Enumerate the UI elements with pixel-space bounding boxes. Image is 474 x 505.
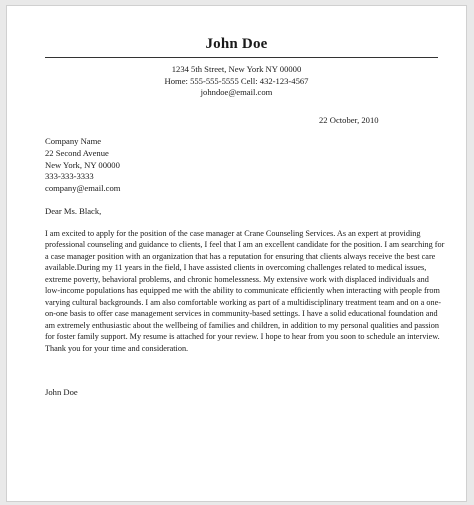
- sender-address: 1234 5th Street, New York NY 00000: [171, 64, 302, 74]
- recipient-block: [45, 136, 120, 195]
- recipient-city: New York, NY 00000: [45, 159, 120, 170]
- letter-date: 22 October, 2010: [319, 115, 379, 125]
- header-divider: [45, 57, 438, 58]
- letter-page: [6, 5, 467, 502]
- sender-email: johndoe@email.com: [200, 87, 273, 97]
- recipient-phone: 333-333-3333: [45, 171, 94, 182]
- sender-phones: Home: 555-555-5555 Cell: 432-123-4567: [164, 75, 309, 86]
- letter-body: I am excited to apply for the position of the case manager at Crane Counseling Services. As an expert at providing professional counseling and guidance to clients, I feel that I am an excellent candidate for the position. I am searching for a case manager position with an organization that has a reputation for ensuring that clients always receive the best care available.During my 11 years in the field, I have assisted clients in overcoming challenges related to medical issues, extreme poverty, behavioral problems, and chronic homelessness. My extensive work with displaced individuals and low-income populations has equipped me with the ability to communicate efficiently when interacting with people from varying cultural backgrounds. I am also comfortable working as part of a multidisciplinary treatment team and on a one-on-one basis to offer case management services in community-based settings. I have a solid educational foundation and am extremely enthusiastic about the wellbeing of families and children, in addition to my personal qualities and passion for foster family support. My resume is attached for your review. I hope to hear from you soon to schedule an interview. Thank you for your time and consideration.: [45, 229, 445, 353]
- recipient-street: 22 Second Avenue: [45, 147, 109, 158]
- sender-contact: [7, 64, 466, 99]
- signature-name: John Doe: [45, 387, 78, 397]
- sender-name: John Doe: [205, 36, 268, 52]
- recipient-company: Company Name: [45, 136, 102, 146]
- recipient-email: company@email.com: [45, 183, 121, 194]
- salutation: Dear Ms. Black,: [45, 206, 102, 216]
